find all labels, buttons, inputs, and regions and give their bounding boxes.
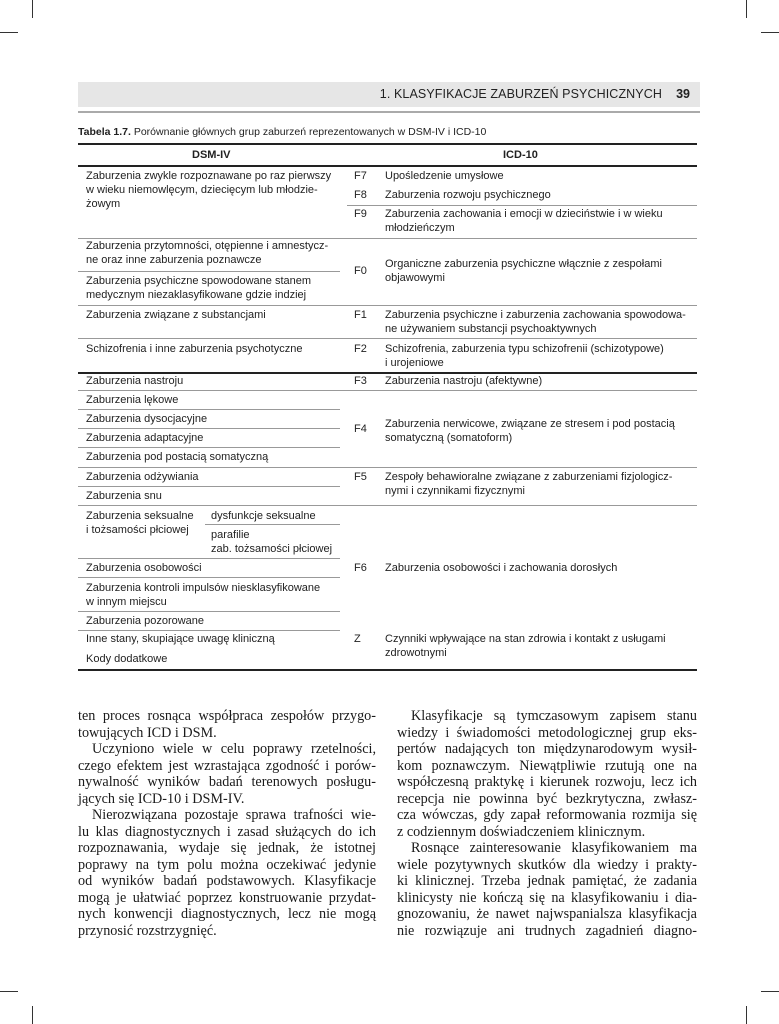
body-text-line: jących się ICD-10 i DSM-IV. <box>78 790 245 807</box>
icd-code: F6 <box>354 562 367 574</box>
table-caption-label: Tabela 1.7. <box>78 126 131 138</box>
row-divider <box>78 305 697 306</box>
table-caption <box>78 126 486 138</box>
body-text-line: czego efektem jest wzrastająca zgodność i porów- <box>78 757 376 774</box>
body-text-line: nie rozwiązuje ani trudnych zagadnień diagno- <box>397 922 697 939</box>
row-divider <box>78 409 340 410</box>
body-text-line: od wyników badań podstawowych. Klasyfikacje <box>78 873 376 889</box>
icd-code: F8 <box>354 189 367 201</box>
column-header-dsm: DSM-IV <box>192 149 231 161</box>
row-divider <box>78 630 340 631</box>
header-divider <box>78 111 700 113</box>
crop-mark <box>32 0 33 18</box>
dsm-cell: Zaburzenia psychiczne spowodowane stanem medycznym niezaklasyfikowane gdzie indziej <box>86 275 312 301</box>
dsm-cell: Inne stany, skupiające uwagę kliniczną <box>86 633 275 645</box>
icd-code: F0 <box>354 265 367 277</box>
row-divider <box>78 390 697 391</box>
body-text-line: kom poznawczym. Niewątpliwie rzutują one na <box>397 757 697 774</box>
crop-mark <box>746 0 747 18</box>
dsm-cell: Schizofrenia i inne zaburzenia psychotyczne <box>86 343 303 355</box>
table-bottom-rule <box>78 669 697 671</box>
dsm-cell: Zaburzenia seksualne i tożsamości płciowej <box>86 510 194 536</box>
body-text-line: recepcja nie powinna być bezkrytyczna, zwłasz- <box>397 790 697 807</box>
body-text-line: pertów nadających ton międzynarodowym wysił- <box>397 741 697 757</box>
table-top-rule <box>78 143 697 145</box>
body-text-line: ki klinicznej. Trzeba jednak pamiętać, że zadania <box>397 873 697 889</box>
row-divider <box>78 447 340 448</box>
icd-code: F5 <box>354 471 367 483</box>
body-text-line: nywalność wyników badań terenowych posługu- <box>78 774 376 790</box>
body-text-line: wiedzy i świadomości metodologicznej grup eks- <box>397 724 697 741</box>
crop-mark <box>32 1006 33 1024</box>
dsm-cell: Zaburzenia pozorowane <box>86 615 205 627</box>
body-text-line: Klasyfikacje są tymczasowym zapisem stanu <box>411 708 697 724</box>
icd-code: F4 <box>354 423 367 435</box>
dsm-subcell: dysfunkcje seksualne <box>211 510 316 522</box>
body-text-line: Rosnące zainteresowanie klasyfikowaniem ma <box>411 840 697 856</box>
icd-text: Organiczne zaburzenia psychiczne włącznie z zespołami objawowymi <box>385 258 662 284</box>
table-header-rule <box>78 165 697 167</box>
dsm-cell: Zaburzenia snu <box>86 490 162 502</box>
crop-mark <box>761 32 779 33</box>
crop-mark <box>746 1006 747 1024</box>
row-divider <box>78 505 697 506</box>
body-text-line: cza wówczas, gdy zapał reformowania rozmija się <box>397 807 697 823</box>
row-divider <box>78 558 340 559</box>
dsm-cell: Zaburzenia pod postacią somatyczną <box>86 451 269 463</box>
body-text-line: lu klas diagnostycznych i zasad służących do ich <box>78 823 376 840</box>
dsm-cell: Zaburzenia dysocjacyjne <box>86 413 208 425</box>
column-header-icd: ICD-10 <box>503 149 538 161</box>
icd-code: F7 <box>354 170 367 182</box>
body-text-line: Uczyniono wiele w celu poprawy rzetelności, <box>92 741 376 757</box>
body-text-line: ten proces rosnąca współpraca zespołów przygo- <box>78 708 376 724</box>
body-text-line: towujących ICD i DSM. <box>78 724 217 741</box>
body-text-line: poprawy na tym polu można oczekiwać jedynie <box>78 856 376 873</box>
row-divider <box>78 271 340 272</box>
dsm-cell: Zaburzenia lękowe <box>86 394 179 406</box>
table-caption-text: Porównanie głównych grup zaburzeń reprezentowanych w DSM-IV i ICD-10 <box>130 126 487 138</box>
dsm-cell: Zaburzenia odżywiania <box>86 471 199 483</box>
row-divider <box>205 524 340 525</box>
body-text-line: współczesną praktykę i kierunek rozwoju, lecz ich <box>397 774 697 790</box>
body-text-line: rozpoznawania, wydaje się jednak, że istotnej <box>78 840 376 856</box>
row-divider <box>78 577 340 578</box>
dsm-cell: Zaburzenia kontroli impulsów niesklasyfikowane w innym miejscu <box>86 582 321 608</box>
dsm-cell: Zaburzenia związane z substancjami <box>86 309 266 321</box>
dsm-cell: Zaburzenia przytomności, otępienne i amnestycz- ne oraz inne zaburzenia poznawcze <box>86 240 329 266</box>
icd-text: Zaburzenia rozwoju psychicznego <box>385 189 551 201</box>
running-header <box>78 82 700 107</box>
icd-text: Czynniki wpływające na stan zdrowia i kontakt z usługami zdrowotnymi <box>385 633 666 659</box>
icd-text: Upośledzenie umysłowe <box>385 170 504 182</box>
icd-text: Zaburzenia nastroju (afektywne) <box>385 375 543 387</box>
icd-text: Zaburzenia psychiczne i zaburzenia zachowania spowodowa- ne używaniem substancji psychoaktywnych <box>385 309 686 335</box>
icd-text: Zaburzenia zachowania i emocji w dzieciństwie i w wieku młodzieńczym <box>385 208 663 234</box>
icd-code: F3 <box>354 375 367 387</box>
body-text-line: mogą je ułatwiać poprzez konstruowanie przydat- <box>78 889 376 906</box>
crop-mark <box>0 32 18 33</box>
row-divider <box>78 486 340 487</box>
row-divider <box>78 428 340 429</box>
dsm-cell: Kody dodatkowe <box>86 653 168 665</box>
dsm-subcell: parafilie zab. tożsamości płciowej <box>211 529 333 555</box>
crop-mark <box>761 991 779 992</box>
icd-code: Z <box>354 633 361 645</box>
body-text-line: wiele pozytywnych skutków dla wiedzy i prakty- <box>397 856 697 873</box>
body-text-line: klinicysty nie kończą się na klasyfikowaniu i dia- <box>397 889 697 906</box>
row-divider <box>78 338 697 339</box>
body-text-line: nych konwencji diagnostycznych, lecz nie mogą <box>78 906 376 922</box>
crop-mark <box>0 991 18 992</box>
body-text-line: gnozowaniu, że nawet najwspanialsza klasyfikacja <box>397 906 697 922</box>
row-divider <box>78 611 340 612</box>
icd-text: Zaburzenia nerwicowe, związane ze stresem i pod postacią somatyczną (somatoform) <box>385 418 675 444</box>
row-divider <box>347 205 697 206</box>
dsm-cell: Zaburzenia osobowości <box>86 562 202 574</box>
dsm-cell: Zaburzenia nastroju <box>86 375 184 387</box>
icd-code: F2 <box>354 343 367 355</box>
dsm-cell: Zaburzenia zwykle rozpoznawane po raz pierwszy w wieku niemowlęcym, dziecięcym lub młodzie- żowym <box>86 170 332 210</box>
icd-text: Zaburzenia osobowości i zachowania dorosłych <box>385 562 618 574</box>
icd-text: Zespoły behawioralne związane z zaburzeniami fizjologicz- nymi i czynnikami fizycznymi <box>385 471 673 497</box>
chapter-title: 1. KLASYFIKACJE ZABURZEŃ PSYCHICZNYCH <box>379 87 662 101</box>
icd-text: Schizofrenia, zaburzenia typu schizofrenii (schizotypowe) i urojeniowe <box>385 343 664 369</box>
icd-code: F1 <box>354 309 367 321</box>
body-text-line: z codziennym doświadczeniem klinicznym. <box>397 823 646 840</box>
body-text-line: Nierozwiązana pozostaje sprawa trafności wie- <box>92 807 376 823</box>
page-number: 39 <box>676 87 690 101</box>
dsm-cell: Zaburzenia adaptacyjne <box>86 432 204 444</box>
icd-code: F9 <box>354 208 367 220</box>
row-divider <box>78 467 697 468</box>
body-text-line: przynosić rozstrzygnięć. <box>78 922 217 939</box>
